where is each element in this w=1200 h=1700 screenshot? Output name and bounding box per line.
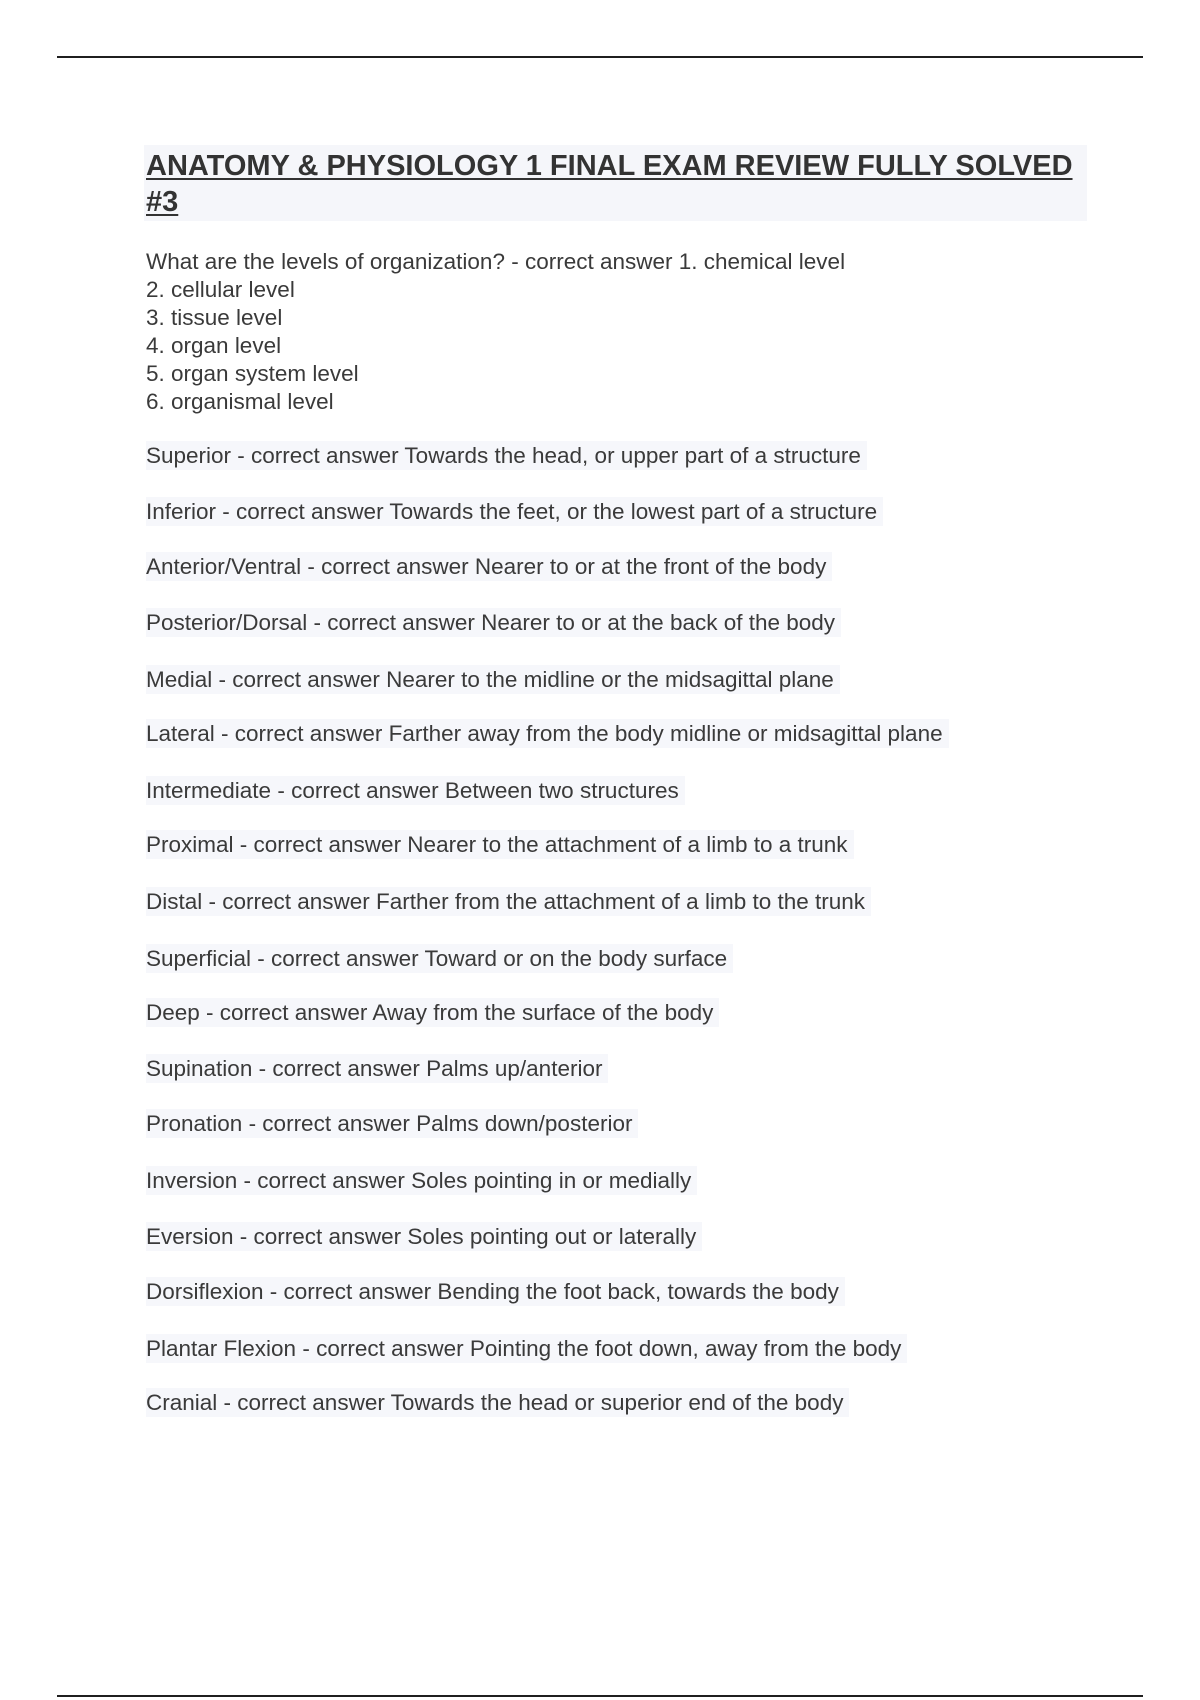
qa-entry-superficial: [146, 944, 733, 974]
qa-text: Superficial - correct answer Toward or on the body surface: [146, 944, 733, 973]
qa-text: Superior - correct answer Towards the head, or upper part of a structure: [146, 441, 867, 470]
levels-line: 5. organ system level: [146, 361, 359, 386]
bottom-rule: [57, 1695, 1143, 1697]
qa-entry-superior: [146, 441, 867, 471]
qa-entry-medial: [146, 665, 840, 695]
qa-text: Medial - correct answer Nearer to the midline or the midsagittal plane: [146, 665, 840, 694]
qa-entry-intermediate: [146, 776, 685, 806]
qa-text: Cranial - correct answer Towards the head or superior end of the body: [146, 1388, 849, 1417]
qa-text: Inversion - correct answer Soles pointing in or medially: [146, 1166, 697, 1195]
qa-entry-pronation: [146, 1109, 638, 1139]
qa-entry-cranial: [146, 1388, 849, 1418]
qa-entry-distal: [146, 887, 871, 917]
qa-text: Intermediate - correct answer Between two structures: [146, 776, 685, 805]
levels-line: 6. organismal level: [146, 389, 334, 414]
levels-of-organization-block: [146, 248, 845, 416]
qa-entry-deep: [146, 998, 719, 1028]
qa-entry-dorsiflexion: [146, 1277, 845, 1307]
qa-text: Anterior/Ventral - correct answer Nearer to or at the front of the body: [146, 552, 832, 581]
qa-text: Lateral - correct answer Farther away from the body midline or midsagittal plane: [146, 719, 949, 748]
qa-entry-eversion: [146, 1222, 702, 1252]
levels-line: What are the levels of organization? - correct answer 1. chemical level: [146, 249, 846, 274]
qa-entry-supination: [146, 1054, 608, 1084]
levels-line: 3. tissue level: [146, 305, 283, 330]
levels-line: 4. organ level: [146, 333, 282, 358]
qa-entry-inversion: [146, 1166, 697, 1196]
qa-text: Inferior - correct answer Towards the feet, or the lowest part of a structure: [146, 497, 883, 526]
qa-entry-inferior: [146, 497, 883, 527]
qa-text: Distal - correct answer Farther from the attachment of a limb to the trunk: [146, 887, 871, 916]
top-rule: [57, 56, 1143, 58]
qa-text: Deep - correct answer Away from the surface of the body: [146, 998, 719, 1027]
qa-text: Posterior/Dorsal - correct answer Nearer to or at the back of the body: [146, 608, 841, 637]
levels-line: 2. cellular level: [146, 277, 295, 302]
qa-entry-plantar-flexion: [146, 1334, 907, 1364]
qa-entry-anterior: [146, 552, 832, 582]
document-title: ANATOMY & PHYSIOLOGY 1 FINAL EXAM REVIEW FULLY SOLVED #3: [146, 150, 1073, 218]
qa-text: Supination - correct answer Palms up/anterior: [146, 1054, 608, 1083]
qa-text: Eversion - correct answer Soles pointing out or laterally: [146, 1222, 702, 1251]
qa-text: Plantar Flexion - correct answer Pointing the foot down, away from the body: [146, 1334, 907, 1363]
qa-entry-lateral: [146, 719, 949, 749]
qa-text: Pronation - correct answer Palms down/posterior: [146, 1109, 638, 1138]
qa-text: Dorsiflexion - correct answer Bending the foot back, towards the body: [146, 1277, 845, 1306]
qa-entry-posterior: [146, 608, 841, 638]
qa-entry-proximal: [146, 830, 854, 860]
qa-text: Proximal - correct answer Nearer to the attachment of a limb to a trunk: [146, 830, 854, 859]
